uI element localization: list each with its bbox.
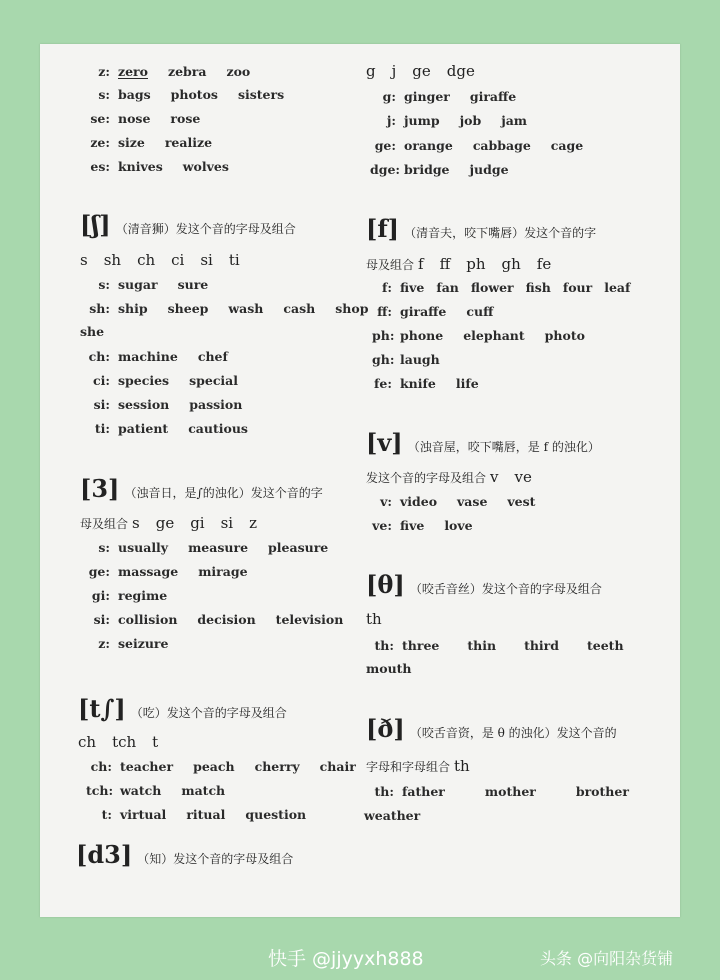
- section-heading: [t∫] （吃）发这个音的字母及组合: [78, 694, 287, 723]
- letter-list: th: [366, 610, 382, 628]
- example-row: z: zero zebra zoo: [98, 64, 251, 79]
- letter-list: g j ge dge: [366, 62, 475, 80]
- example-row: th: three thin third teeth: [374, 638, 624, 653]
- example-row: s: bags photos sisters: [98, 87, 285, 102]
- example-row: gi: regime: [91, 588, 168, 603]
- example-row: dge: bridge judge: [370, 162, 509, 177]
- example-row: si: collision decision television: [93, 612, 344, 627]
- example-row: th: father mother brother: [374, 784, 629, 799]
- example-row: ge: massage mirage: [88, 564, 248, 579]
- example-row: ge: orange cabbage cage: [374, 138, 584, 153]
- example-row: v: video vase vest: [380, 494, 536, 509]
- example-row: weather: [364, 808, 421, 823]
- letter-list: 发这个音的字母及组合 v ve: [366, 468, 532, 486]
- letter-list: s sh ch ci si ti: [80, 251, 240, 269]
- example-row: se: nose rose: [90, 111, 201, 126]
- example-row: z: seizure: [98, 636, 169, 651]
- example-row: fe: knife life: [374, 376, 479, 391]
- example-row: ze: size realize: [90, 135, 213, 150]
- example-row: t: virtual ritual question: [101, 807, 307, 822]
- example-row: es: knives wolves: [90, 159, 229, 174]
- section-heading: [3] （浊音日，是∫的浊化）发这个音的字: [80, 474, 323, 503]
- example-row: mouth: [366, 661, 412, 676]
- example-row: ph: phone elephant photo: [372, 328, 585, 343]
- example-row: si: session passion: [93, 397, 243, 412]
- example-row: ch: machine chef: [88, 349, 228, 364]
- example-row: ch: teacher peach cherry chair: [90, 759, 356, 774]
- example-row: ff: giraffe cuff: [377, 304, 494, 319]
- letter-list: ch tch t: [78, 733, 159, 751]
- watermark-left: 快手 @jjyyxh888: [268, 948, 424, 970]
- example-row: sh: ship sheep wash cash shop: [89, 301, 369, 316]
- example-row: ve: five love: [372, 518, 473, 533]
- example-row: g: ginger giraffe: [382, 89, 517, 104]
- example-row: ti: patient cautious: [94, 421, 248, 436]
- section-heading: [f] （清音夫，咬下嘴唇）发这个音的字: [366, 214, 597, 243]
- letter-list: 母及组合 s ge gi si z: [80, 514, 258, 532]
- example-row: f: five fan flower fish four leaf: [382, 280, 631, 295]
- example-row: s: sugar sure: [98, 277, 209, 292]
- letter-list: 字母和字母组合 th: [366, 757, 470, 775]
- section-heading: [d3] （知）发这个音的字母及组合: [76, 840, 294, 869]
- section-heading: [θ] （咬舌音丝）发这个音的字母及组合: [366, 570, 602, 599]
- example-row: j: jump job jam: [386, 113, 528, 128]
- watermark-right: 头条 @向阳杂货铺: [540, 949, 674, 968]
- letter-list: 母及组合 f ff ph gh fe: [366, 255, 552, 273]
- section-heading: [v] （浊音屋，咬下嘴唇，是 f 的浊化）: [366, 428, 600, 457]
- example-row: gh: laugh: [372, 352, 440, 367]
- example-row: she: [80, 324, 105, 339]
- document-page: [40, 44, 680, 917]
- section-heading: [ð] （咬舌音资，是 θ 的浊化）发这个音的: [366, 714, 617, 743]
- section-heading: [ʃ] （清音狮）发这个音的字母及组合: [80, 210, 296, 239]
- example-row: ci: species special: [93, 373, 239, 388]
- example-row: s: usually measure pleasure: [98, 540, 329, 555]
- example-row: tch: watch match: [86, 783, 226, 798]
- watermark-footer: [0, 918, 720, 980]
